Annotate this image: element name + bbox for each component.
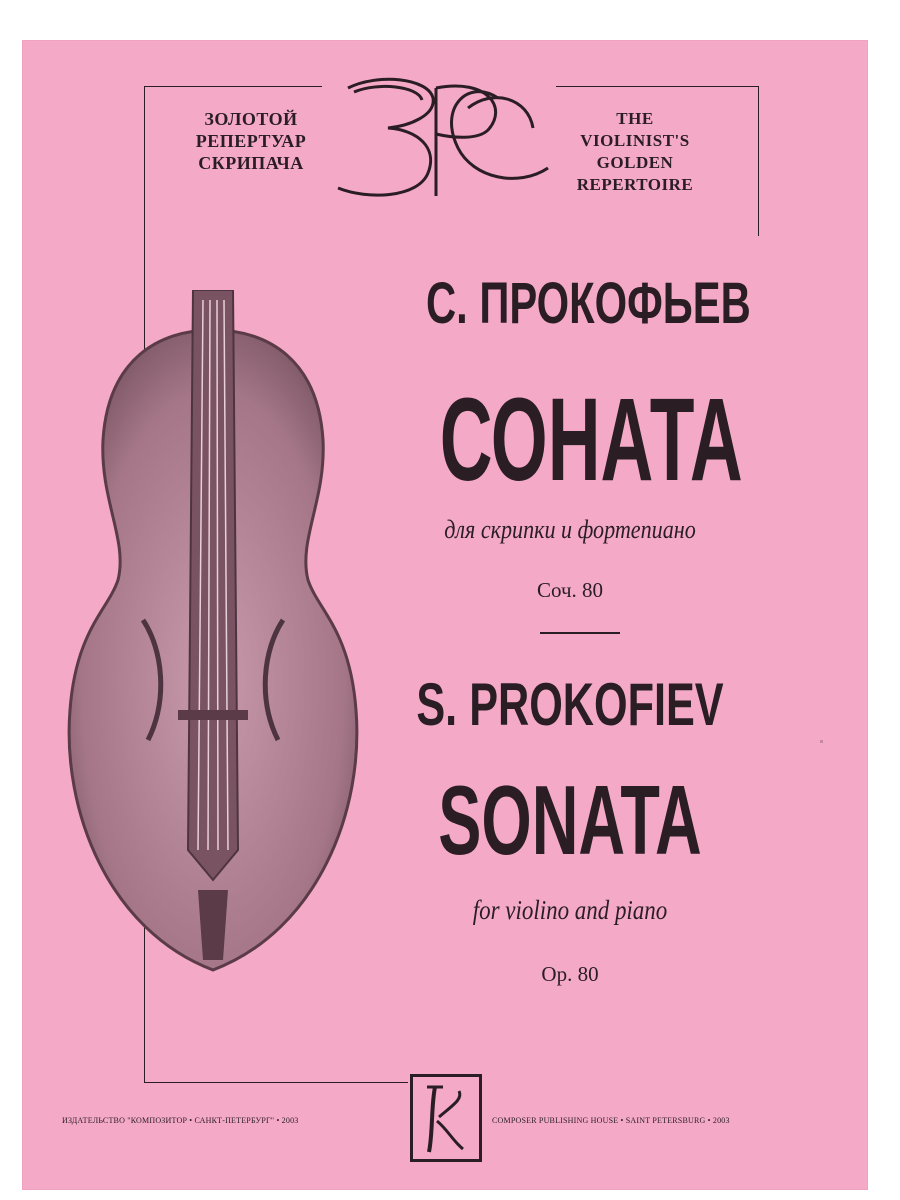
- series-logo: [318, 68, 558, 208]
- series-ru-line-3: СКРИПАЧА: [198, 153, 304, 173]
- series-en-line-3: REPERTOIRE: [576, 175, 694, 194]
- language-divider: [540, 632, 620, 634]
- work-title-en: SONATA: [438, 765, 702, 875]
- publisher-line-ru: ИЗДАТЕЛЬСТВО "КОМПОЗИТОР • САНКТ-ПЕТЕРБУРГ" • 2003: [62, 1116, 299, 1125]
- series-ru-line-1: ЗОЛОТОЙ: [204, 109, 298, 129]
- publisher-logo: [410, 1074, 482, 1162]
- series-title-ru: [186, 108, 316, 174]
- work-subtitle-en: for violino and piano: [472, 895, 668, 925]
- series-title-en: [560, 108, 710, 196]
- series-en-line-2: GOLDEN: [596, 153, 674, 172]
- violin-illustration: [48, 290, 378, 990]
- logo-text: ЗРС: [436, 202, 440, 203]
- composer-name-ru: С. ПРОКОФЬЕВ: [426, 271, 751, 336]
- opus-number-ru: Соч. 80: [536, 578, 604, 602]
- work-subtitle-ru: для скрипки и фортепиано: [444, 515, 696, 544]
- composer-name-en: S. PROKOFIEV: [416, 671, 724, 738]
- series-ru-line-2: РЕПЕРТУАР: [195, 131, 307, 151]
- opus-number-en: Op. 80: [541, 962, 599, 986]
- publisher-line-en: COMPOSER PUBLISHING HOUSE • SAINT PETERSBURG • 2003: [492, 1116, 730, 1125]
- publisher-logo-mark: [413, 1077, 479, 1159]
- print-mark: [820, 740, 823, 743]
- frame-top-line-right: [556, 86, 758, 87]
- work-title-ru: СОНАТА: [439, 374, 743, 506]
- series-en-line-1: THE VIOLINIST'S: [580, 109, 690, 150]
- frame-top-line: [144, 86, 322, 87]
- frame-right-line: [758, 86, 759, 236]
- frame-bottom-line: [144, 1082, 408, 1083]
